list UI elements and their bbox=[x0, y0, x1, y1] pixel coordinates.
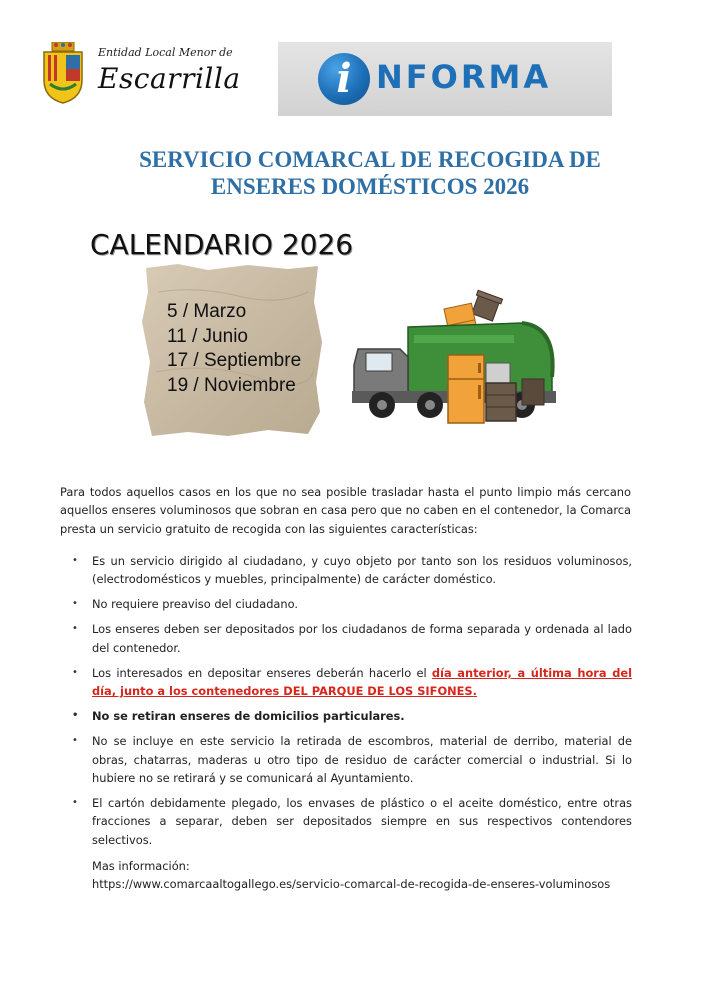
page-title bbox=[80, 146, 660, 200]
deposit-instructions-text: Los interesados en depositar enseres deberán hacerlo el bbox=[92, 665, 432, 680]
intro-paragraph: Para todos aquellos casos en los que no sea posible trasladar hasta el punto limpio más cercano aquellos enseres voluminosos que sobran en casa pero que no caben en el contenedor, la Comarca presta un servicio gratuito de recogida con las siguientes características: bbox=[60, 485, 631, 536]
more-info bbox=[92, 857, 610, 894]
date-november: 19 / Noviembre bbox=[167, 374, 296, 396]
more-info-url[interactable]: https://www.comarcaaltogallego.es/servicio-comarcal-de-recogida-de-enseres-voluminosos bbox=[92, 877, 611, 892]
organization-logo bbox=[40, 42, 241, 106]
info-icon: i bbox=[318, 53, 370, 105]
informa-banner bbox=[278, 42, 612, 116]
characteristics-list bbox=[72, 552, 632, 856]
banner-word: NFORMA bbox=[376, 58, 552, 96]
date-march: 5 / Marzo bbox=[167, 301, 247, 322]
garbage-truck-icon bbox=[352, 287, 564, 435]
page-title-line-2: ENSERES DOMÉSTICOS 2026 bbox=[210, 174, 530, 199]
list-item: • No se incluye en este servicio la retirada de escombros, material de derribo, material de obras, chatarras, maderas u otro tipo de residuo de carácter comercial o industrial. Si lo hubiere no se retirará y se comunicará al Ayuntamiento. bbox=[72, 732, 632, 787]
date-september: 17 / Septiembre bbox=[167, 350, 302, 371]
collection-dates bbox=[167, 300, 301, 398]
coat-of-arms-icon bbox=[40, 42, 86, 104]
page-title-line-1: SERVICIO COMARCAL DE RECOGIDA DE bbox=[139, 147, 601, 172]
list-item: • El cartón debidamente plegado, los envases de plástico o el aceite doméstico, entre otras fracciones a separar, deben ser depositados siempre en sus respectivos contendores selectivos. bbox=[72, 794, 632, 849]
org-name: Escarrilla bbox=[98, 62, 241, 95]
more-info-label: Mas información: bbox=[92, 859, 190, 873]
list-item: • No requiere preaviso del ciudadano. bbox=[72, 595, 632, 613]
org-subtitle: Entidad Local Menor de bbox=[98, 46, 233, 59]
list-item bbox=[72, 664, 632, 701]
list-item: • Los enseres deben ser depositados por los ciudadanos de forma separada y ordenada al lado del contenedor. bbox=[72, 620, 632, 657]
list-item: • No se retiran enseres de domicilios particulares. bbox=[72, 707, 632, 725]
deposit-location-highlight: día anterior, a última hora del día, junto a los contenedores DEL PARQUE DE LOS SIFONES. bbox=[92, 665, 632, 699]
list-item: • Es un servicio dirigido al ciudadano, y cuyo objeto por tanto son los residuos voluminosos, (electrodomésticos y muebles, principalmente) de carácter doméstico. bbox=[72, 552, 632, 589]
calendar-heading: CALENDARIO 2026 bbox=[90, 228, 354, 261]
date-june: 11 / Junio bbox=[167, 325, 248, 347]
